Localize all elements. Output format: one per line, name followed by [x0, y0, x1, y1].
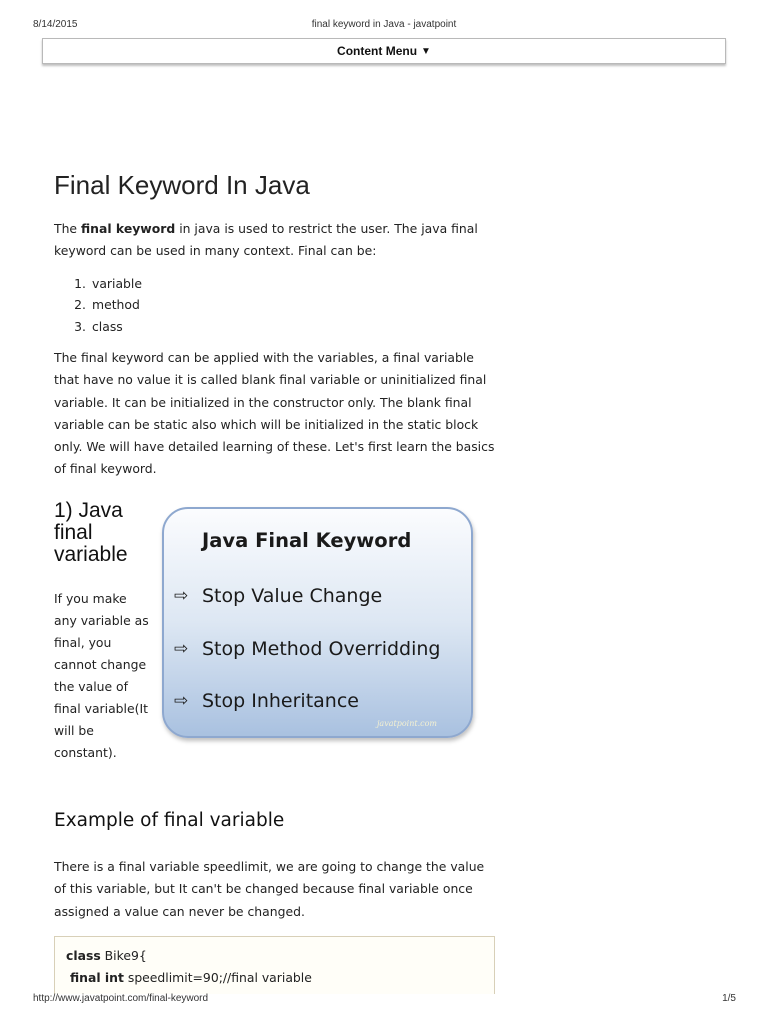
- print-page-title: final keyword in Java - javatpoint: [311, 19, 457, 30]
- code-line: class Bike9{: [66, 948, 147, 963]
- print-page-number: 1/5: [722, 993, 736, 1004]
- right-arrow-outline-icon: ⇨: [174, 691, 189, 711]
- watermark: javatpoint.com: [376, 719, 437, 728]
- diagram-title: Java Final Keyword: [202, 529, 412, 552]
- caret-down-icon: ▼: [421, 45, 431, 57]
- code-line: final int speedlimit=90;//final variable: [70, 970, 312, 985]
- section-heading-final-variable: 1) Java final variable: [54, 499, 128, 566]
- page-title: Final Keyword In Java: [54, 170, 310, 200]
- code-block: [54, 936, 495, 994]
- java-final-keyword-diagram: [162, 507, 473, 738]
- print-footer-url: http://www.javatpoint.com/final-keyword: [33, 993, 209, 1004]
- print-date: 8/14/2015: [33, 19, 78, 30]
- uses-list: [54, 273, 142, 337]
- final-variable-text: If you make any variable as final, you cannot change the value of final variable(It will be constant).: [54, 591, 149, 760]
- right-arrow-outline-icon: ⇨: [174, 639, 189, 659]
- final-keyword-bold: final keyword: [80, 221, 176, 236]
- diagram-item: ⇨ Stop Method Overridding: [174, 638, 441, 660]
- diagram-item: ⇨ Stop Inheritance: [174, 690, 359, 712]
- example-heading: Example of final variable: [54, 810, 285, 831]
- list-item: 2. method: [74, 297, 140, 313]
- right-arrow-outline-icon: ⇨: [174, 586, 189, 606]
- diagram-item: ⇨ Stop Value Change: [174, 585, 383, 607]
- list-item: 3. class: [74, 318, 123, 334]
- content-menu-button[interactable]: [42, 38, 726, 64]
- example-paragraph: There is a final variable speedlimit, we are going to change the value of this variable, but It can't be changed because final variable once assigned a value can never be changed.: [54, 859, 485, 919]
- list-item: 1. variable: [74, 276, 142, 291]
- description-paragraph: The final keyword can be applied with the variables, a final variable that have no value it is called blank final variable or uninitialized final variable. It can be initialized in the constructor only. The blank final variable can be static also which will be initialized in the static block only. We will have detailed learning of these. Let's first learn the basics of final keyword.: [54, 350, 495, 477]
- content-menu-label: Content Menu: [337, 44, 418, 58]
- intro-paragraph: The final keyword in java is used to restrict the user. The java final keyword can be used in many context. Final can be:: [54, 221, 478, 259]
